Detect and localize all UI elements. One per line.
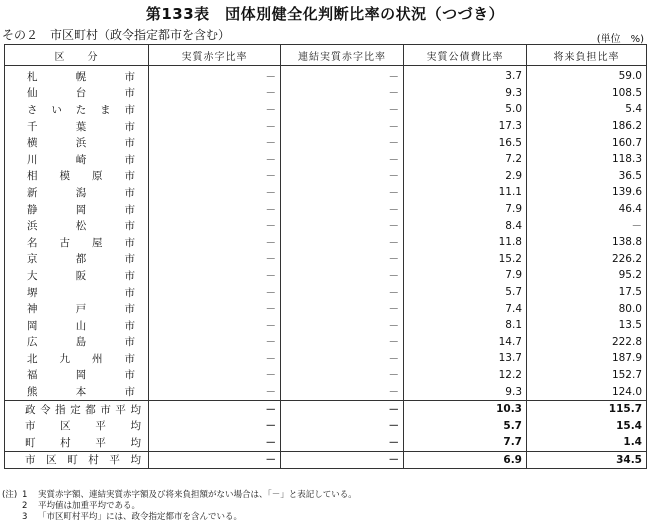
consolidated-deficit-ratio-cell: － [281,334,404,351]
real-deficit-ratio-cell: － [149,317,281,334]
real-deficit-ratio-cell: － [149,101,281,118]
debt-service-ratio-cell: 7.4 [404,300,527,317]
row-name [25,418,141,433]
debt-service-ratio-cell: 7.7 [404,434,527,451]
row-name-char: 潟 [75,186,87,199]
footnote-label [2,512,22,523]
consolidated-deficit-ratio-cell: － [281,300,404,317]
row-name-cell [5,267,149,284]
table-row [5,184,647,201]
debt-service-ratio-cell: 13.7 [404,350,527,367]
footnote-text: 「市区町村平均」には、政令指定都市を含んでいる。 [38,512,243,522]
debt-service-ratio-cell: 5.7 [404,417,527,434]
row-name-char: 市 [124,153,135,166]
row-name-char: 岡 [75,203,87,216]
footnote [2,490,357,501]
row-name-char: 仙 [27,87,38,100]
table-row [5,66,647,85]
row-name-char: 均 [130,420,141,433]
page-title: 第133表 団体別健全化判断比率の状況（つづき） [145,5,505,23]
row-name [27,268,135,283]
row-name [27,285,135,300]
header-future-burden-ratio: 将来負担比率 [527,45,647,66]
real-deficit-ratio-cell: － [149,201,281,218]
debt-service-ratio-cell: 12.2 [404,367,527,384]
row-name [27,152,135,167]
future-burden-ratio-cell: 46.4 [527,201,647,218]
row-name-char: 政 [25,403,36,416]
debt-service-ratio-cell: 15.2 [404,251,527,268]
footnote-label: (注) [2,490,18,500]
row-name-char: 市 [124,352,135,365]
row-name [27,168,135,183]
future-burden-ratio-cell: 118.3 [527,151,647,168]
row-name-char: 市 [124,269,135,282]
row-name-char: 古 [59,236,70,249]
table-subtitle: その２ 市区町村（政令指定都市を含む） [2,28,231,42]
table-row [5,284,647,301]
row-name [27,235,135,250]
row-name-char: 島 [75,336,87,349]
header-consolidated-deficit-ratio: 連結実質赤字比率 [281,45,404,66]
header-category: 区 分 [5,45,149,66]
row-name-char: 令 [40,403,51,416]
row-name-char: た [75,103,87,116]
row-name-char: 市 [124,70,135,83]
row-name-char: 市 [124,253,135,266]
row-name-cell [5,201,149,218]
table-row [5,317,647,334]
row-name-cell [5,400,149,417]
row-name-char: さ [27,103,38,116]
real-deficit-ratio-cell: － [149,300,281,317]
real-deficit-ratio-cell: － [149,168,281,185]
row-name-char: 千 [27,120,38,133]
real-deficit-ratio-cell: － [149,383,281,400]
row-name-char: 幌 [75,70,87,83]
debt-service-ratio-cell: 10.3 [404,400,527,417]
debt-service-ratio-cell: 7.2 [404,151,527,168]
row-name-char: 都 [75,253,87,266]
real-deficit-ratio-cell: － [149,118,281,135]
table-row [5,217,647,234]
consolidated-deficit-ratio-cell: － [281,201,404,218]
debt-service-ratio-cell: 8.1 [404,317,527,334]
row-name-cell [5,151,149,168]
debt-service-ratio-cell: 5.0 [404,101,527,118]
future-burden-ratio-cell: 222.8 [527,334,647,351]
row-name-char: 九 [59,352,70,365]
row-name-cell [5,350,149,367]
row-name-char: 市 [124,170,135,183]
future-burden-ratio-cell: 34.5 [527,451,647,469]
row-name [27,318,135,333]
debt-service-ratio-cell: 16.5 [404,134,527,151]
row-name-cell [5,451,149,469]
footnotes [2,490,357,523]
row-name-char: 州 [92,352,103,365]
row-name-char: 市 [124,103,135,116]
real-deficit-ratio-cell: － [149,251,281,268]
unit-label: (単位 %) [596,34,644,45]
row-name [27,185,135,200]
consolidated-deficit-ratio-cell: － [281,217,404,234]
average-row [5,417,647,434]
row-name-char: 均 [130,403,141,416]
row-name-char: 市 [124,336,135,349]
row-name [25,435,141,450]
row-name-char: 町 [25,436,36,449]
row-name-cell [5,101,149,118]
row-name [25,452,141,467]
row-name-char: 北 [27,352,38,365]
footnote [2,512,357,523]
consolidated-deficit-ratio-cell: － [281,383,404,400]
real-deficit-ratio-cell: － [149,66,281,85]
debt-service-ratio-cell: 7.9 [404,201,527,218]
row-name-cell [5,300,149,317]
row-name-char: 福 [27,369,38,382]
row-name-char: 相 [27,170,38,183]
consolidated-deficit-ratio-cell: － [281,284,404,301]
row-name [27,135,135,150]
footnote-number: 2 [22,501,28,511]
real-deficit-ratio-cell: － [149,451,281,469]
row-name-char: 均 [130,454,141,467]
future-burden-ratio-cell: 15.4 [527,417,647,434]
row-name-char: 市 [25,454,36,467]
row-name-char: 市 [124,186,135,199]
row-name-char: 市 [100,403,111,416]
table-row [5,151,647,168]
row-name [27,69,135,84]
consolidated-deficit-ratio-cell: － [281,134,404,151]
real-deficit-ratio-cell: － [149,284,281,301]
row-name-char: 区 [46,454,57,467]
average-row [5,434,647,451]
row-name-char: 模 [59,170,70,183]
average-row [5,400,647,417]
row-name-char: 市 [124,286,135,299]
table-row [5,367,647,384]
table-row [5,134,647,151]
header-real-deficit-ratio: 実質赤字比率 [149,45,281,66]
footnote-text: 実質赤字額、連結実質赤字額及び将来負担額がない場合は、「－」と表記している。 [38,490,357,500]
row-name-cell [5,184,149,201]
consolidated-deficit-ratio-cell: － [281,66,404,85]
row-name-char: 平 [95,436,106,449]
real-deficit-ratio-cell: － [149,234,281,251]
row-name-cell [5,118,149,135]
row-name [27,367,135,382]
ratio-table [4,44,647,469]
row-name-char: 札 [27,70,38,83]
row-name-char: 岡 [75,369,87,382]
row-name [25,402,141,417]
consolidated-deficit-ratio-cell: － [281,267,404,284]
debt-service-ratio-cell: 5.7 [404,284,527,301]
row-name [27,218,135,233]
row-name-char: 市 [124,386,135,399]
real-deficit-ratio-cell: － [149,217,281,234]
row-name-char: 都 [85,403,96,416]
real-deficit-ratio-cell: － [149,417,281,434]
table-row [5,350,647,367]
row-name-cell [5,383,149,400]
real-deficit-ratio-cell: － [149,85,281,102]
debt-service-ratio-cell: 14.7 [404,334,527,351]
consolidated-deficit-ratio-cell: － [281,184,404,201]
table-row [5,201,647,218]
future-burden-ratio-cell: 226.2 [527,251,647,268]
future-burden-ratio-cell: 108.5 [527,85,647,102]
table-row [5,300,647,317]
row-name-char: 市 [124,236,135,249]
row-name-char: 指 [55,403,66,416]
consolidated-deficit-ratio-cell: － [281,85,404,102]
future-burden-ratio-cell: 186.2 [527,118,647,135]
row-name-char: 京 [27,253,38,266]
row-name-char: 山 [75,319,87,332]
real-deficit-ratio-cell: － [149,134,281,151]
row-name-char: 市 [25,420,36,433]
future-burden-ratio-cell: 139.6 [527,184,647,201]
row-name-cell [5,134,149,151]
row-name-char: 阪 [75,269,87,282]
row-name-char: ま [100,103,111,116]
row-name-char: 崎 [75,153,87,166]
row-name-char: 本 [75,386,87,399]
table-row [5,334,647,351]
future-burden-ratio-cell: 59.0 [527,66,647,85]
header-debt-service-ratio: 実質公債費比率 [404,45,527,66]
consolidated-deficit-ratio-cell: － [281,350,404,367]
debt-service-ratio-cell: 7.9 [404,267,527,284]
row-name-cell [5,434,149,451]
row-name-cell [5,317,149,334]
row-name-char: 屋 [92,236,103,249]
consolidated-deficit-ratio-cell: － [281,168,404,185]
row-name-char: 台 [75,87,87,100]
table-row [5,101,647,118]
row-name-char: 名 [27,236,38,249]
future-burden-ratio-cell: 13.5 [527,317,647,334]
debt-service-ratio-cell: 11.8 [404,234,527,251]
row-name-cell [5,217,149,234]
future-burden-ratio-cell: 115.7 [527,400,647,417]
row-name-char: 平 [95,420,106,433]
row-name-char: 平 [109,454,120,467]
row-name-char: い [51,103,62,116]
consolidated-deficit-ratio-cell: － [281,317,404,334]
footnote-number: 1 [22,490,28,500]
row-name-cell [5,168,149,185]
row-name-char: 戸 [75,303,87,316]
consolidated-deficit-ratio-cell: － [281,434,404,451]
row-name [27,301,135,316]
debt-service-ratio-cell: 11.1 [404,184,527,201]
debt-service-ratio-cell: 8.4 [404,217,527,234]
row-name-char: 市 [124,369,135,382]
row-name-char: 市 [124,203,135,216]
row-name [27,119,135,134]
row-name-char: 均 [130,436,141,449]
consolidated-deficit-ratio-cell: － [281,234,404,251]
row-name-char: 定 [70,403,81,416]
consolidated-deficit-ratio-cell: － [281,400,404,417]
row-name-char: 村 [88,454,99,467]
row-name-char: 神 [27,303,38,316]
row-name-char: 浜 [75,137,87,150]
future-burden-ratio-cell: 1.4 [527,434,647,451]
consolidated-deficit-ratio-cell: － [281,118,404,135]
row-name-char: 熊 [27,386,38,399]
row-name-char: 村 [60,436,71,449]
row-name-cell [5,251,149,268]
footnote [2,501,357,512]
row-name-char: 川 [27,153,38,166]
row-name-char: 町 [67,454,78,467]
future-burden-ratio-cell: 36.5 [527,168,647,185]
table-row [5,168,647,185]
row-name-char: 堺 [27,286,38,299]
future-burden-ratio-cell: － [527,217,647,234]
row-name-char: 葉 [75,120,87,133]
row-name-cell [5,417,149,434]
row-name-char: 横 [27,137,38,150]
row-name-cell [5,334,149,351]
table-row [5,267,647,284]
table-row [5,118,647,135]
consolidated-deficit-ratio-cell: － [281,101,404,118]
real-deficit-ratio-cell: － [149,151,281,168]
footnote-number: 3 [22,512,28,522]
debt-service-ratio-cell: 9.3 [404,85,527,102]
debt-service-ratio-cell: 9.3 [404,383,527,400]
row-name-cell [5,66,149,85]
row-name [27,251,135,266]
row-name [27,351,135,366]
debt-service-ratio-cell: 2.9 [404,168,527,185]
footnote-label [2,501,22,512]
row-name [27,334,135,349]
row-name [27,102,135,117]
row-name-cell [5,284,149,301]
future-burden-ratio-cell: 124.0 [527,383,647,400]
real-deficit-ratio-cell: － [149,400,281,417]
consolidated-deficit-ratio-cell: － [281,367,404,384]
row-name-char: 市 [124,319,135,332]
real-deficit-ratio-cell: － [149,184,281,201]
future-burden-ratio-cell: 138.8 [527,234,647,251]
debt-service-ratio-cell: 6.9 [404,451,527,469]
row-name-char: 松 [75,220,87,233]
real-deficit-ratio-cell: － [149,434,281,451]
future-burden-ratio-cell: 187.9 [527,350,647,367]
real-deficit-ratio-cell: － [149,334,281,351]
consolidated-deficit-ratio-cell: － [281,151,404,168]
row-name-char: 広 [27,336,38,349]
row-name-char: 市 [124,87,135,100]
consolidated-deficit-ratio-cell: － [281,451,404,469]
row-name-char: 市 [124,220,135,233]
row-name-char: 市 [124,303,135,316]
table-row [5,85,647,102]
row-name-char: 区 [60,420,71,433]
row-name [27,85,135,100]
table-row [5,251,647,268]
debt-service-ratio-cell: 3.7 [404,66,527,85]
row-name-char: 平 [115,403,126,416]
row-name-cell [5,85,149,102]
table-row [5,234,647,251]
future-burden-ratio-cell: 95.2 [527,267,647,284]
table-header-row [5,45,647,66]
row-name [27,384,135,399]
future-burden-ratio-cell: 152.7 [527,367,647,384]
future-burden-ratio-cell: 17.5 [527,284,647,301]
row-name-char: 岡 [27,319,38,332]
row-name-cell [5,367,149,384]
future-burden-ratio-cell: 160.7 [527,134,647,151]
row-name [27,202,135,217]
row-name-char: 静 [27,203,38,216]
consolidated-deficit-ratio-cell: － [281,251,404,268]
row-name-char: 新 [27,186,38,199]
row-name-char: 市 [124,137,135,150]
row-name-char: 大 [27,269,38,282]
real-deficit-ratio-cell: － [149,367,281,384]
debt-service-ratio-cell: 17.3 [404,118,527,135]
row-name-char: 原 [92,170,103,183]
consolidated-deficit-ratio-cell: － [281,417,404,434]
row-name-char: 市 [124,120,135,133]
real-deficit-ratio-cell: － [149,350,281,367]
future-burden-ratio-cell: 80.0 [527,300,647,317]
footnote-text: 平均値は加重平均である。 [38,501,141,511]
table-row [5,383,647,400]
average-row [5,451,647,469]
future-burden-ratio-cell: 5.4 [527,101,647,118]
row-name-char: 浜 [27,220,38,233]
row-name-cell [5,234,149,251]
real-deficit-ratio-cell: － [149,267,281,284]
